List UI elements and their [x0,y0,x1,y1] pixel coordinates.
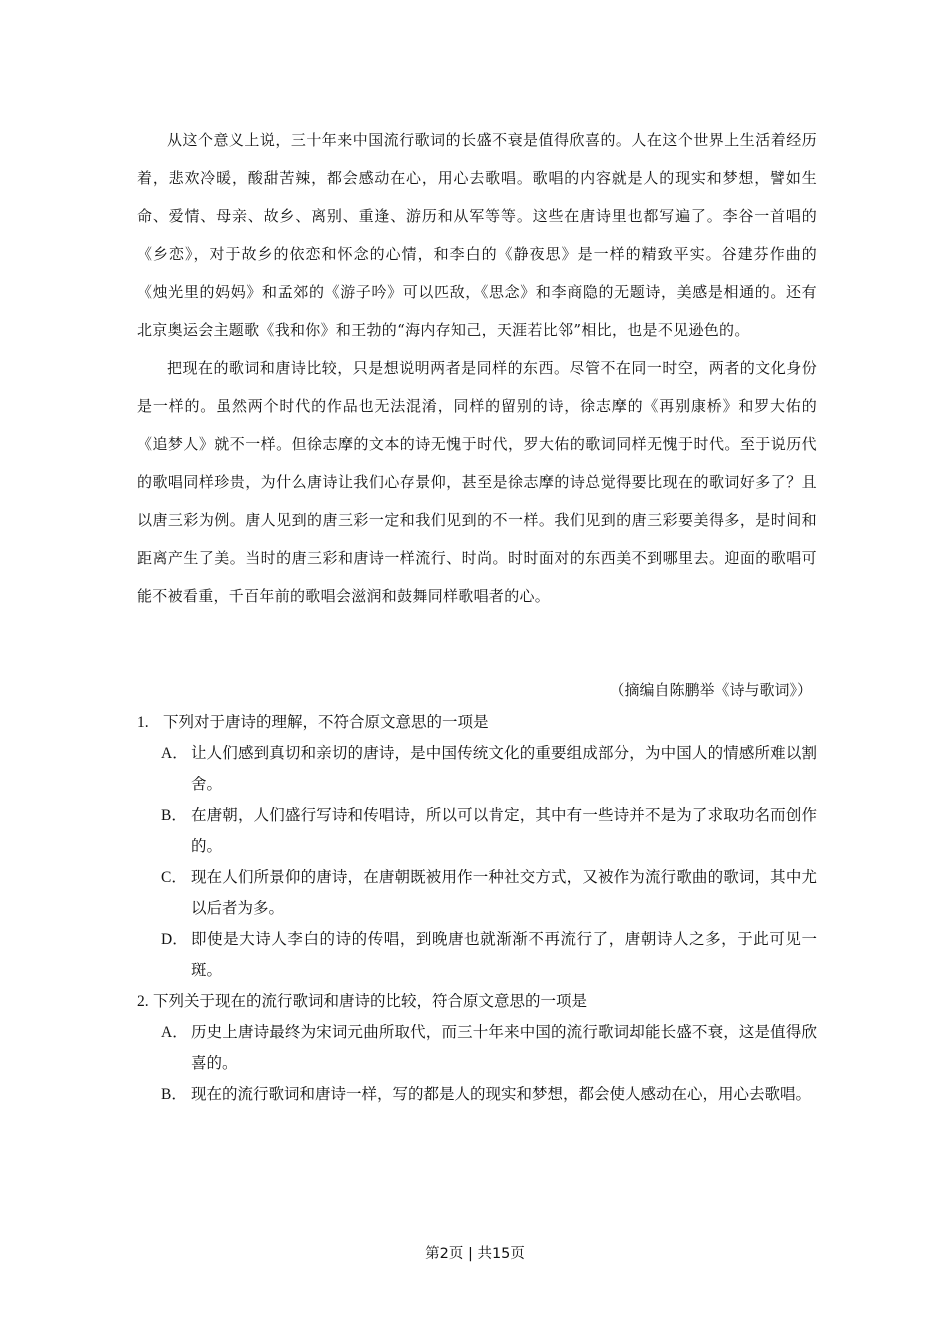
option-a[interactable] [161,738,817,800]
option-text: 现在人们所景仰的唐诗，在唐朝既被用作一种社交方式，又被作为流行歌曲的歌词，其中尤以后者为多。 [191,868,817,917]
option-letter: A． [161,745,188,762]
question-number: 1. [137,714,149,731]
question-stem [137,707,817,738]
option-b[interactable] [161,1079,817,1110]
question-stem [137,986,817,1017]
option-d[interactable] [161,924,817,986]
passage-source: （摘编自陈鹏举《诗与歌词》） [609,681,812,699]
question-2 [137,986,817,1110]
option-text: 历史上唐诗最终为宋词元曲所取代，而三十年来中国的流行歌词却能长盛不衰，这是值得欣喜的。 [191,1023,817,1072]
passage-paragraph-2: 把现在的歌词和唐诗比较，只是想说明两者是同样的东西。尽管不在同一时空，两者的文化身份是一样的。虽然两个时代的作品也无法混淆，同样的留别的诗，徐志摩的《再别康桥》和罗大佑的《追梦人》就不一样。但徐志摩的文本的诗无愧于时代，罗大佑的歌词同样无愧于时代。至于说历代的歌唱同样珍贵，为什么唐诗让我们心存景仰，甚至是徐志摩的诗总觉得要比现在的歌词好多了？且以唐三彩为例。唐人见到的唐三彩一定和我们见到的不一样。我们见到的唐三彩要美得多，是时间和距离产生了美。当时的唐三彩和唐诗一样流行、时尚。时时面对的东西美不到哪里去。迎面的歌唱可能不被看重，千百年前的歌唱会滋润和鼓舞同样歌唱者的心。 [137,359,817,605]
question-list [137,707,817,1110]
option-letter: A． [161,1024,188,1041]
reading-passage [137,121,817,615]
question-number: 2. [137,993,149,1010]
option-letter: D． [161,931,188,948]
option-letter: B． [161,1086,187,1103]
option-text: 让人们感到真切和亲切的唐诗，是中国传统文化的重要组成部分，为中国人的情感所难以割舍。 [191,744,817,793]
option-b[interactable] [161,800,817,862]
option-c[interactable] [161,862,817,924]
option-text: 现在的流行歌词和唐诗一样，写的都是人的现实和梦想，都会使人感动在心，用心去歌唱。 [191,1085,812,1103]
option-text: 即使是大诗人李白的诗的传唱，到晚唐也就渐渐不再流行了，唐朝诗人之多，于此可见一斑。 [191,930,817,979]
question-text: 下列关于现在的流行歌词和唐诗的比较，符合原文意思的一项是 [153,992,588,1010]
option-letter: C． [161,869,187,886]
question-1 [137,707,817,986]
passage-paragraph-1: 从这个意义上说，三十年来中国流行歌词的长盛不衰是值得欣喜的。人在这个世界上生活着经历着，悲欢冷暖，酸甜苦辣，都会感动在心，用心去歌唱。歌唱的内容就是人的现实和梦想，譬如生命、爱情、母亲、故乡、离别、重逢、游历和从军等等。这些在唐诗里也都写遍了。李谷一首唱的《乡恋》，对于故乡的依恋和怀念的心情，和李白的《静夜思》是一样的精致平实。谷建芬作曲的《烛光里的妈妈》和孟郊的《游子吟》可以匹敌，《思念》和李商隐的无题诗，美感是相通的。还有北京奥运会主题歌《我和你》和王勃的“海内存知己，天涯若比邻”相比，也是不见逊色的。 [137,131,817,339]
question-text: 下列对于唐诗的理解，不符合原文意思的一项是 [163,713,489,731]
option-letter: B． [161,807,187,824]
option-text: 在唐朝，人们盛行写诗和传唱诗，所以可以肯定，其中有一些诗并不是为了求取功名而创作的。 [191,806,817,855]
option-a[interactable] [161,1017,817,1079]
page-footer: 第2页 | 共15页 [425,1246,525,1262]
